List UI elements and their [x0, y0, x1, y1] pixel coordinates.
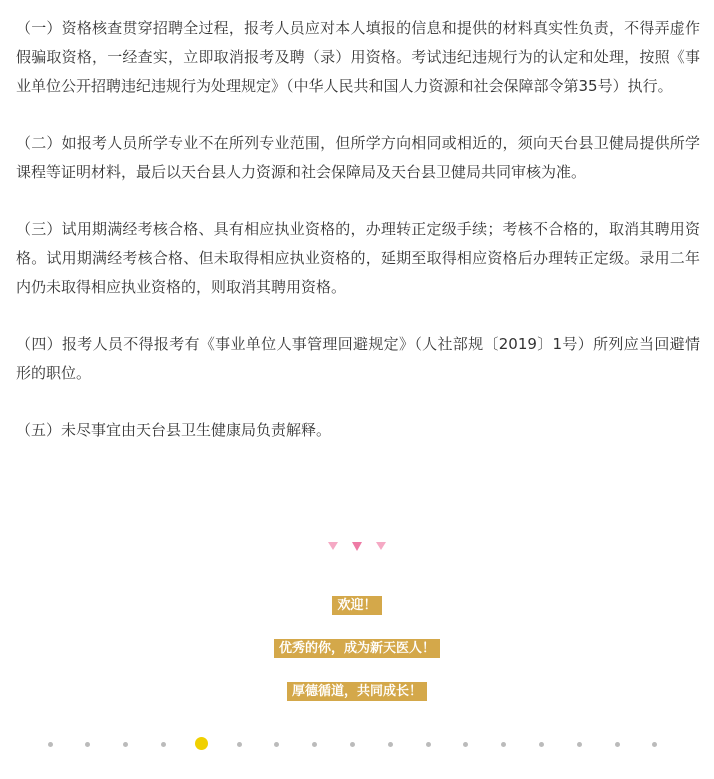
paragraph-1: （一）资格核查贯穿招聘全过程，报考人员应对本人填报的信息和提供的材料真实性负责，不得弄虚作假骗取资格，一经查实，立即取消报考及聘（录）用资格。考试违纪违规行为的认定和处理，按照《事业单位公开招聘违纪违规行为处理规定》（中华人民共和国人力资源和社会保障部令第35号）执行。 — [16, 19, 700, 95]
paragraph-5: （五）未尽事宜由天台县卫生健康局负责解释。 — [16, 421, 332, 439]
triangle-icon — [376, 542, 386, 550]
dot — [577, 742, 582, 747]
dot — [312, 742, 317, 747]
dot — [48, 742, 53, 747]
dot — [237, 742, 242, 747]
slogan-badge-2: 厚德循道，共同成长！ — [287, 682, 427, 701]
dot-divider — [44, 736, 674, 754]
paragraph-4: （四）报考人员不得报考有《事业单位人事管理回避规定》（人社部规〔2019〕1号）所列应当回避情形的职位。 — [16, 335, 700, 382]
dot — [388, 742, 393, 747]
article-body — [16, 14, 700, 473]
slogan-row-1 — [0, 637, 714, 658]
dot — [123, 742, 128, 747]
dot — [85, 742, 90, 747]
slogan-badge-1: 优秀的你，成为新天医人！ — [274, 639, 440, 658]
dot — [539, 742, 544, 747]
dot — [463, 742, 468, 747]
dot — [652, 742, 657, 747]
welcome-row — [0, 594, 714, 615]
slogan-row-2 — [0, 680, 714, 701]
welcome-badge: 欢迎！ — [332, 596, 381, 615]
triangle-icon — [328, 542, 338, 550]
dot — [501, 742, 506, 747]
dot — [426, 742, 431, 747]
dot — [350, 742, 355, 747]
paragraph-3: （三）试用期满经考核合格、具有相应执业资格的，办理转正定级手续；考核不合格的，取消其聘用资格。试用期满经考核合格、但未取得相应执业资格的，延期至取得相应资格后办理转正定级。录用二年内仍未取得相应执业资格的，则取消其聘用资格。 — [16, 220, 700, 296]
active-dot — [195, 737, 208, 750]
dot — [274, 742, 279, 747]
triangle-decoration — [0, 542, 714, 551]
paragraph-2: （二）如报考人员所学专业不在所列专业范围，但所学方向相同或相近的，须向天台县卫健局提供所学课程等证明材料，最后以天台县人力资源和社会保障局及天台县卫健局共同审核为准。 — [16, 134, 700, 181]
dot — [615, 742, 620, 747]
triangle-icon — [352, 542, 362, 551]
dot — [161, 742, 166, 747]
